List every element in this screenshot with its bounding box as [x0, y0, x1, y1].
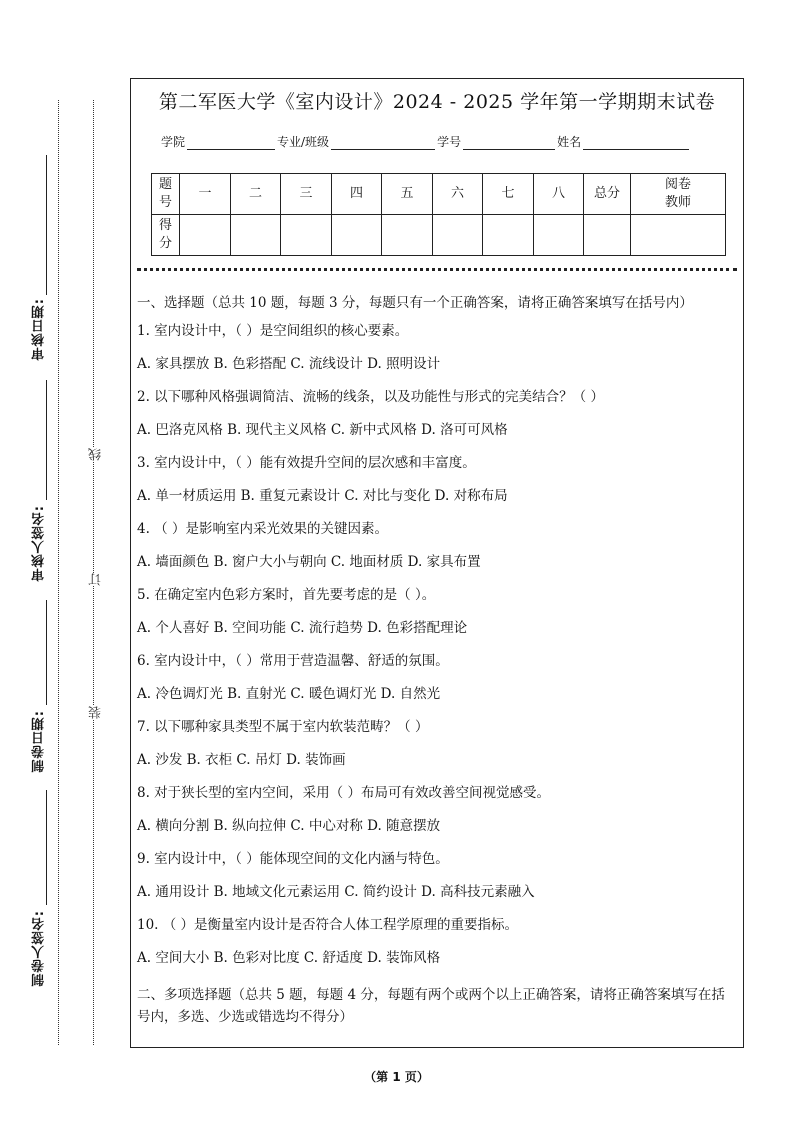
score-table-row-label: 题号 [152, 174, 180, 215]
score-col-6: 六 [433, 174, 483, 215]
score-col-grader: 阅卷教师 [631, 174, 726, 215]
question-2: 2. 以下哪种风格强调简洁、流畅的线条，以及功能性与形式的完美结合？（ ） [137, 389, 604, 405]
score-col-3: 三 [281, 174, 332, 215]
question-3: 3. 室内设计中，（ ）能有效提升空间的层次感和丰富度。 [137, 455, 476, 471]
score-cell[interactable] [382, 215, 433, 256]
score-cell[interactable] [433, 215, 483, 256]
score-col-7: 七 [483, 174, 534, 215]
binding-char-line: 线 [89, 448, 104, 461]
question-7-options: A. 沙发 B. 衣柜 C. 吊灯 D. 装饰画 [137, 752, 346, 768]
binding-dotted-line-outer [58, 100, 59, 1045]
score-cell[interactable] [534, 215, 584, 256]
score-cell-grader[interactable] [631, 215, 726, 256]
question-4: 4. （ ）是影响室内采光效果的关键因素。 [137, 521, 388, 537]
question-7: 7. 以下哪种家具类型不属于室内软装范畴？（ ） [137, 719, 429, 735]
score-table [151, 173, 726, 256]
field-label-student-id: 学号 [437, 135, 462, 149]
section2-heading: 二、多项选择题（总共 5 题，每题 4 分，每题有两个或两个以上正确答案，请将正确答案填写在括号内，多选、少选或错选均不得分） [137, 987, 725, 1025]
score-cell[interactable] [281, 215, 332, 256]
margin-fill-reviewer-signature [46, 380, 47, 500]
question-9-options: A. 通用设计 B. 地域文化元素运用 C. 简约设计 D. 高科技元素融入 [137, 884, 535, 900]
score-col-5: 五 [382, 174, 433, 215]
score-cell[interactable] [180, 215, 231, 256]
major-class-field[interactable] [331, 136, 435, 150]
score-table-header-row [152, 174, 726, 215]
question-4-options: A. 墙面颜色 B. 窗户大小与朝向 C. 地面材质 D. 家具布置 [137, 554, 481, 570]
margin-label-paper-maker-signature: 制卷人签名: [32, 910, 47, 987]
page-number: （第 1 页） [364, 1070, 429, 1084]
name-field[interactable] [583, 136, 689, 150]
question-1: 1. 室内设计中，（ ）是空间组织的核心要素。 [137, 323, 409, 339]
score-cell[interactable] [231, 215, 281, 256]
score-col-total: 总分 [584, 174, 631, 215]
question-10-options: A. 空间大小 B. 色彩对比度 C. 舒适度 D. 装饰风格 [137, 950, 441, 966]
exam-title: 第二军医大学《室内设计》2024 - 2025 学年第一学期期末试卷 [158, 91, 716, 113]
score-col-8: 八 [534, 174, 584, 215]
exam-frame [130, 78, 744, 1048]
margin-label-paper-date: 制卷日期: [32, 710, 47, 773]
question-9: 9. 室内设计中，（ ）能体现空间的文化内涵与特色。 [137, 851, 449, 867]
score-col-1: 一 [180, 174, 231, 215]
question-1-options: A. 家具摆放 B. 色彩搭配 C. 流线设计 D. 照明设计 [137, 356, 441, 372]
student-id-field[interactable] [463, 136, 555, 150]
binding-char-bind: 订 [89, 573, 104, 586]
question-6-options: A. 冷色调灯光 B. 直射光 C. 暖色调灯光 D. 自然光 [137, 686, 441, 702]
binding-char-mount: 装 [89, 706, 104, 719]
score-col-2: 二 [231, 174, 281, 215]
margin-fill-paper-date [46, 600, 47, 705]
score-table-score-row [152, 215, 726, 256]
section-separator [137, 268, 737, 271]
question-5-options: A. 个人喜好 B. 空间功能 C. 流行趋势 D. 色彩搭配理论 [137, 620, 468, 636]
question-8: 8. 对于狭长型的室内空间，采用（ ）布局可有效改善空间视觉感受。 [137, 785, 550, 801]
question-6: 6. 室内设计中，（ ）常用于营造温馨、舒适的氛围。 [137, 653, 449, 669]
college-field[interactable] [187, 136, 275, 150]
field-label-major-class: 专业/班级 [277, 135, 330, 149]
margin-label-review-date: 审核日期: [32, 298, 47, 361]
question-8-options: A. 横向分割 B. 纵向拉伸 C. 中心对称 D. 随意摆放 [137, 818, 441, 834]
field-label-college: 学院 [161, 135, 186, 149]
score-cell[interactable] [483, 215, 534, 256]
question-5: 5. 在确定室内色彩方案时，首先要考虑的是（ ）。 [137, 587, 436, 603]
question-10: 10. （ ）是衡量室内设计是否符合人体工程学原理的重要指标。 [137, 917, 519, 933]
question-3-options: A. 单一材质运用 B. 重复元素设计 C. 对比与变化 D. 对称布局 [137, 488, 508, 504]
student-info-row [161, 133, 691, 150]
section1-heading: 一、选择题（总共 10 题，每题 3 分，每题只有一个正确答案，请将正确答案填写在括号内） [137, 295, 693, 311]
margin-label-reviewer-signature: 审核人签名: [32, 505, 47, 582]
exam-content [137, 292, 737, 1028]
margin-fill-paper-maker-signature [46, 790, 47, 905]
question-2-options: A. 巴洛克风格 B. 现代主义风格 C. 新中式风格 D. 洛可可风格 [137, 422, 508, 438]
score-row-label: 得分 [152, 215, 180, 256]
score-cell[interactable] [332, 215, 382, 256]
field-label-name: 姓名 [557, 135, 582, 149]
score-col-4: 四 [332, 174, 382, 215]
score-cell-total[interactable] [584, 215, 631, 256]
margin-fill-review-date [46, 155, 47, 295]
